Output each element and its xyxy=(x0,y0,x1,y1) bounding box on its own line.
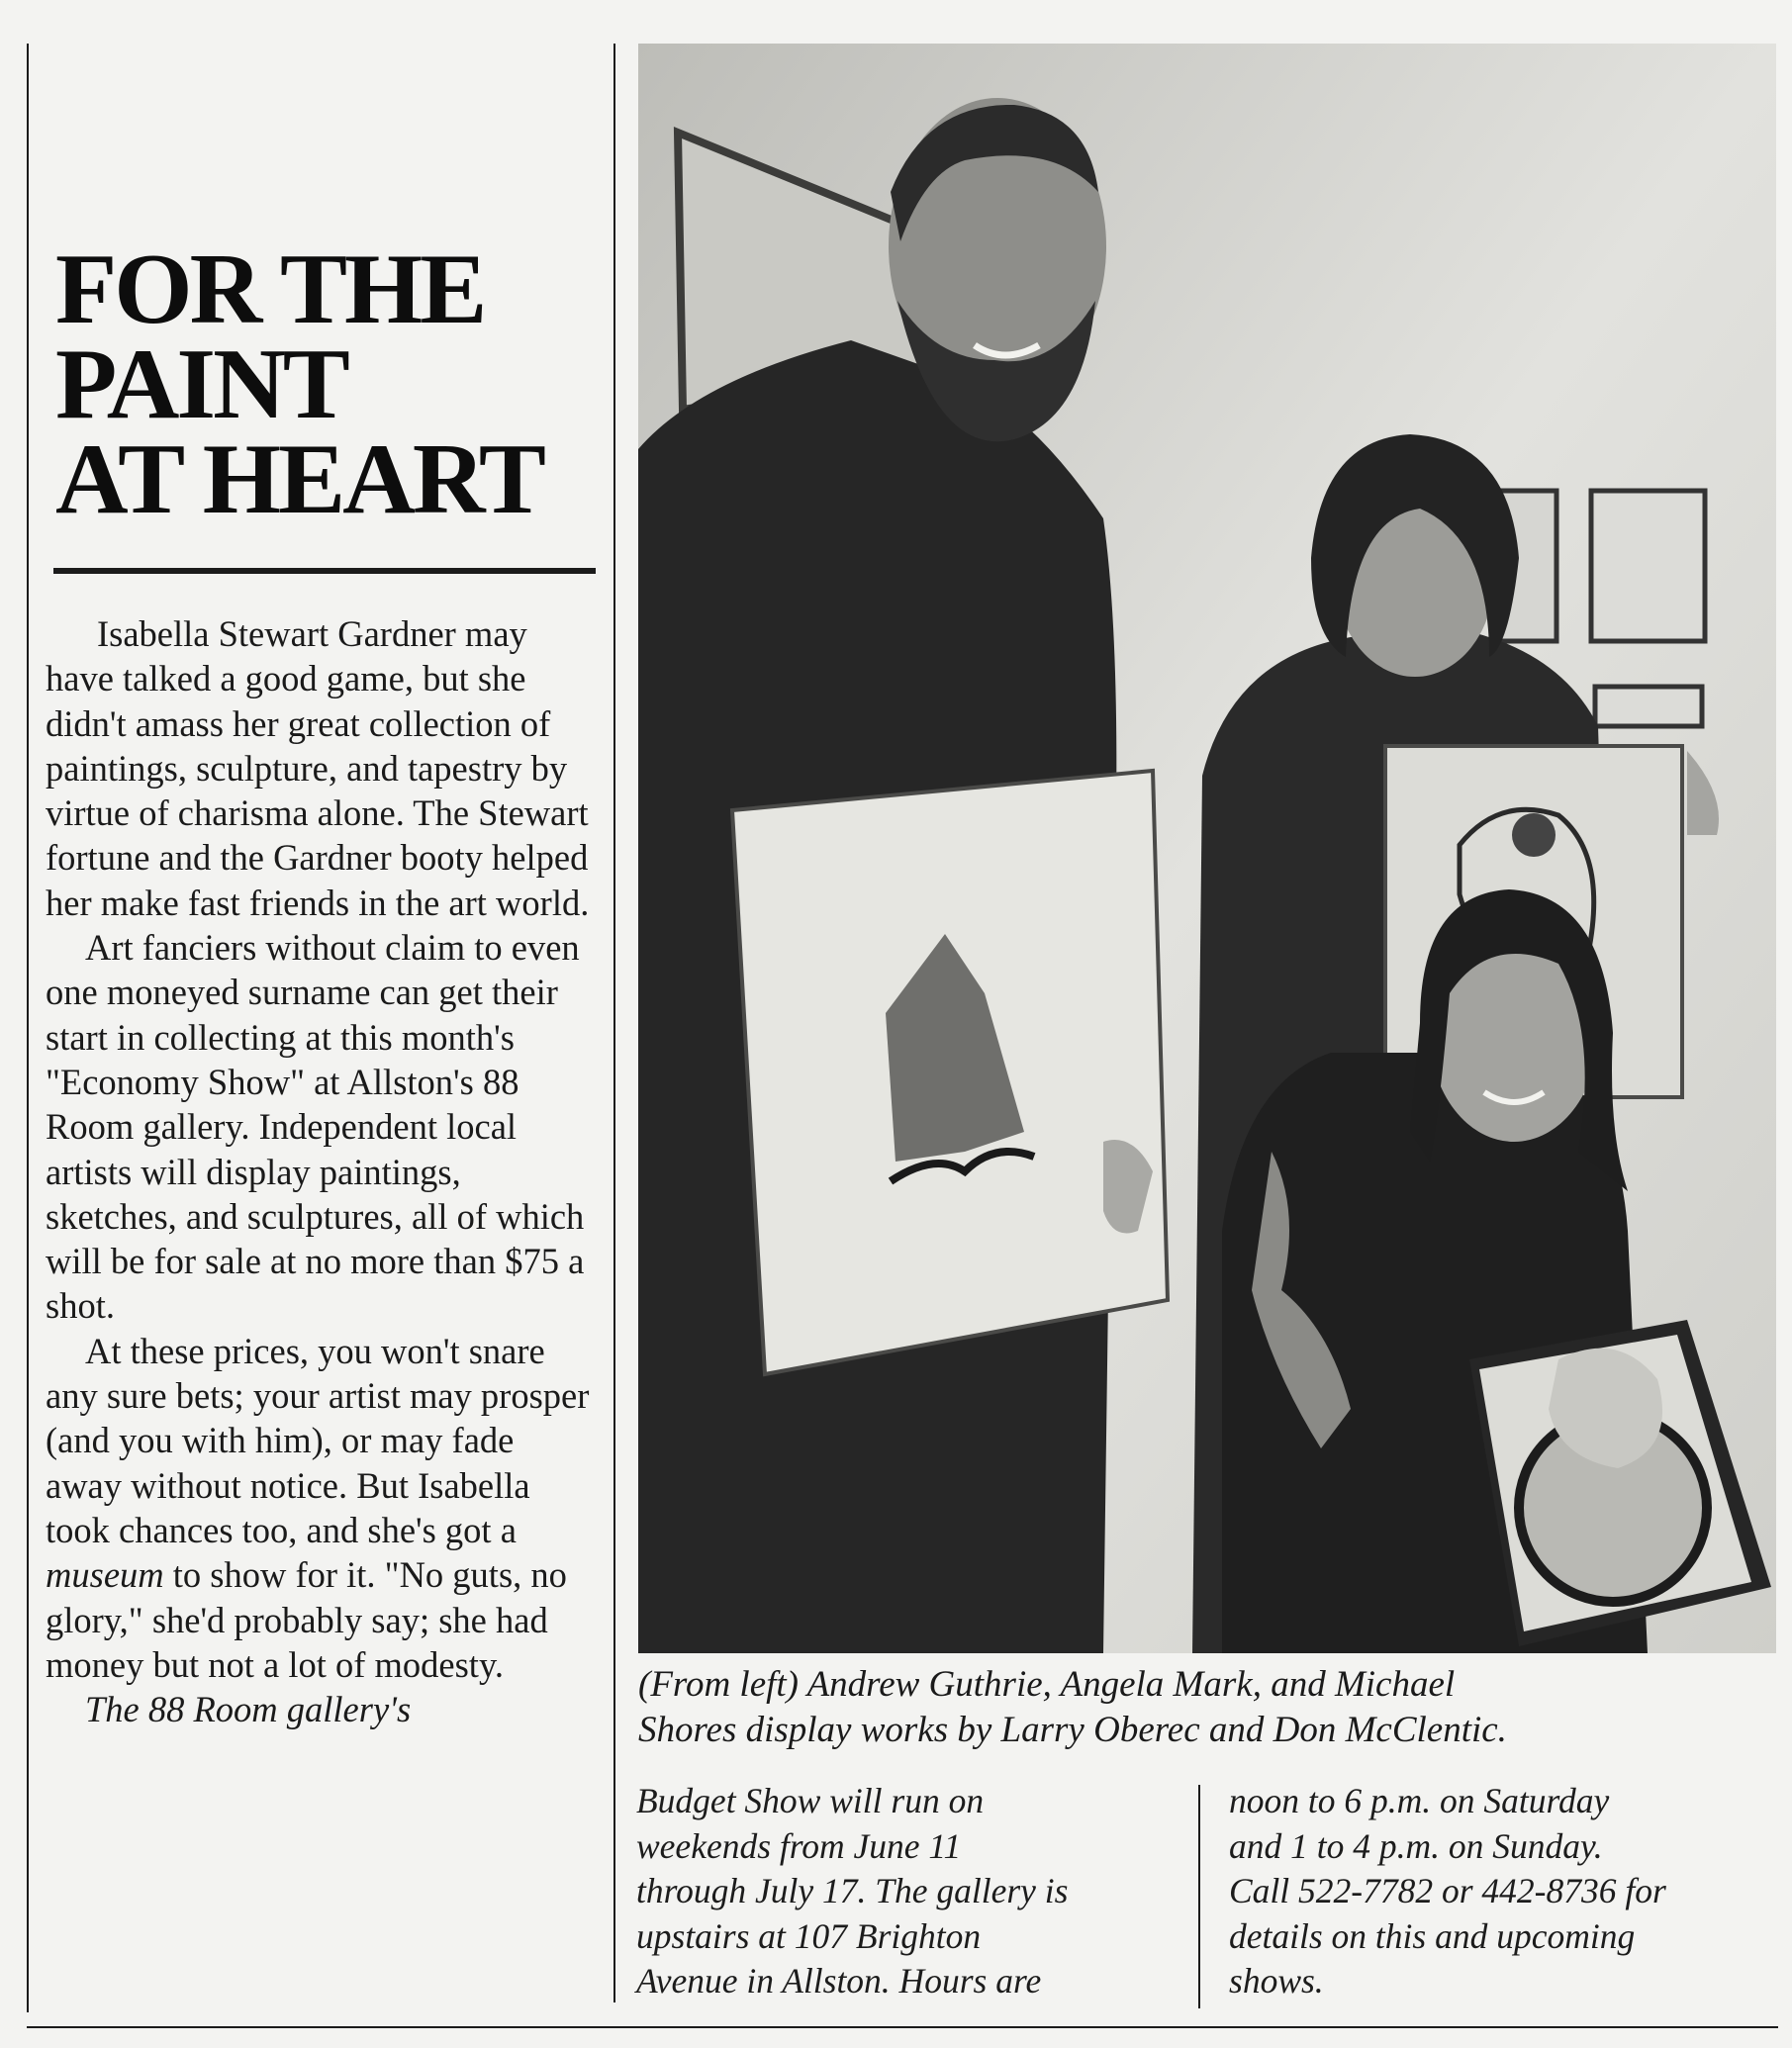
info-divider-rule xyxy=(1198,1785,1200,2008)
column-divider-rule xyxy=(613,44,615,2002)
paragraph-3-emphasis: museum xyxy=(46,1554,164,1596)
caption-line-1: (From left) Andrew Guthrie, Angela Mark, and Michael xyxy=(638,1664,1456,1705)
info-middle-line: Budget Show will run on xyxy=(636,1781,985,1820)
info-column-middle xyxy=(636,1779,1185,2004)
info-column-right xyxy=(1229,1779,1778,2004)
paragraph-1: Isabella Stewart Gardner may have talked a good game, but she didn't amass her great collection of paintings, sculpture, and tapestry by virtue of charisma alone. The Stewart fortune and the Gardner booty helped her make fast friends in the art world. xyxy=(46,613,590,923)
info-right-line: details on this and upcoming xyxy=(1229,1915,1636,1956)
article-body xyxy=(46,611,595,1731)
info-right-line: Call 522-7782 or 442-8736 for xyxy=(1229,1871,1666,1910)
info-middle-line: weekends from June 11 xyxy=(636,1825,962,1866)
photo-caption xyxy=(638,1662,1776,1753)
headline-underline xyxy=(53,568,596,574)
info-right-line: noon to 6 p.m. on Saturday xyxy=(1229,1781,1610,1820)
paragraph-4: The 88 Room gallery's xyxy=(85,1689,412,1730)
wall-frame-lower xyxy=(1595,687,1702,726)
headline-line-3: AT HEART xyxy=(55,423,543,535)
info-right-line: shows. xyxy=(1229,1961,1324,2001)
bottom-rule xyxy=(27,2026,1778,2028)
paragraph-3-start: At these prices, you won't snare any sure bets; your artist may prosper (and you with him), or may fade away without notice. But Isabella took chances too, and she's got a xyxy=(46,1330,590,1550)
info-middle-line: through July 17. The gallery is xyxy=(636,1871,1069,1910)
wall-frame-right xyxy=(1591,491,1705,641)
info-middle-line: Avenue in Allston. Hours are xyxy=(636,1961,1042,2001)
headline-line-2: PAINT xyxy=(55,328,347,440)
headline-line-1: FOR THE xyxy=(55,233,485,345)
caption-line-2: Shores display works by Larry Oberec and Don McClentic. xyxy=(638,1710,1507,1750)
paragraph-3-end: to show for it. "No guts, no glory," she'd probably say; she had money but not a lot of modesty. xyxy=(46,1554,567,1685)
headline xyxy=(55,233,610,535)
photograph xyxy=(638,44,1776,1653)
paragraph-2: Art fanciers without claim to even one moneyed surname can get their start in collecting at this month's "Economy Show" at Allston's 88 Room gallery. Independent local artists will display paintings, sketches, and sculptures, all of which will be for sale at no more than $75 a shot. xyxy=(46,927,585,1327)
info-middle-line: upstairs at 107 Brighton xyxy=(636,1915,982,1956)
photo-illustration xyxy=(638,44,1776,1653)
paragraph-3 xyxy=(46,1329,595,1687)
left-border-rule xyxy=(27,44,29,2012)
info-right-line: and 1 to 4 p.m. on Sunday. xyxy=(1229,1825,1603,1866)
